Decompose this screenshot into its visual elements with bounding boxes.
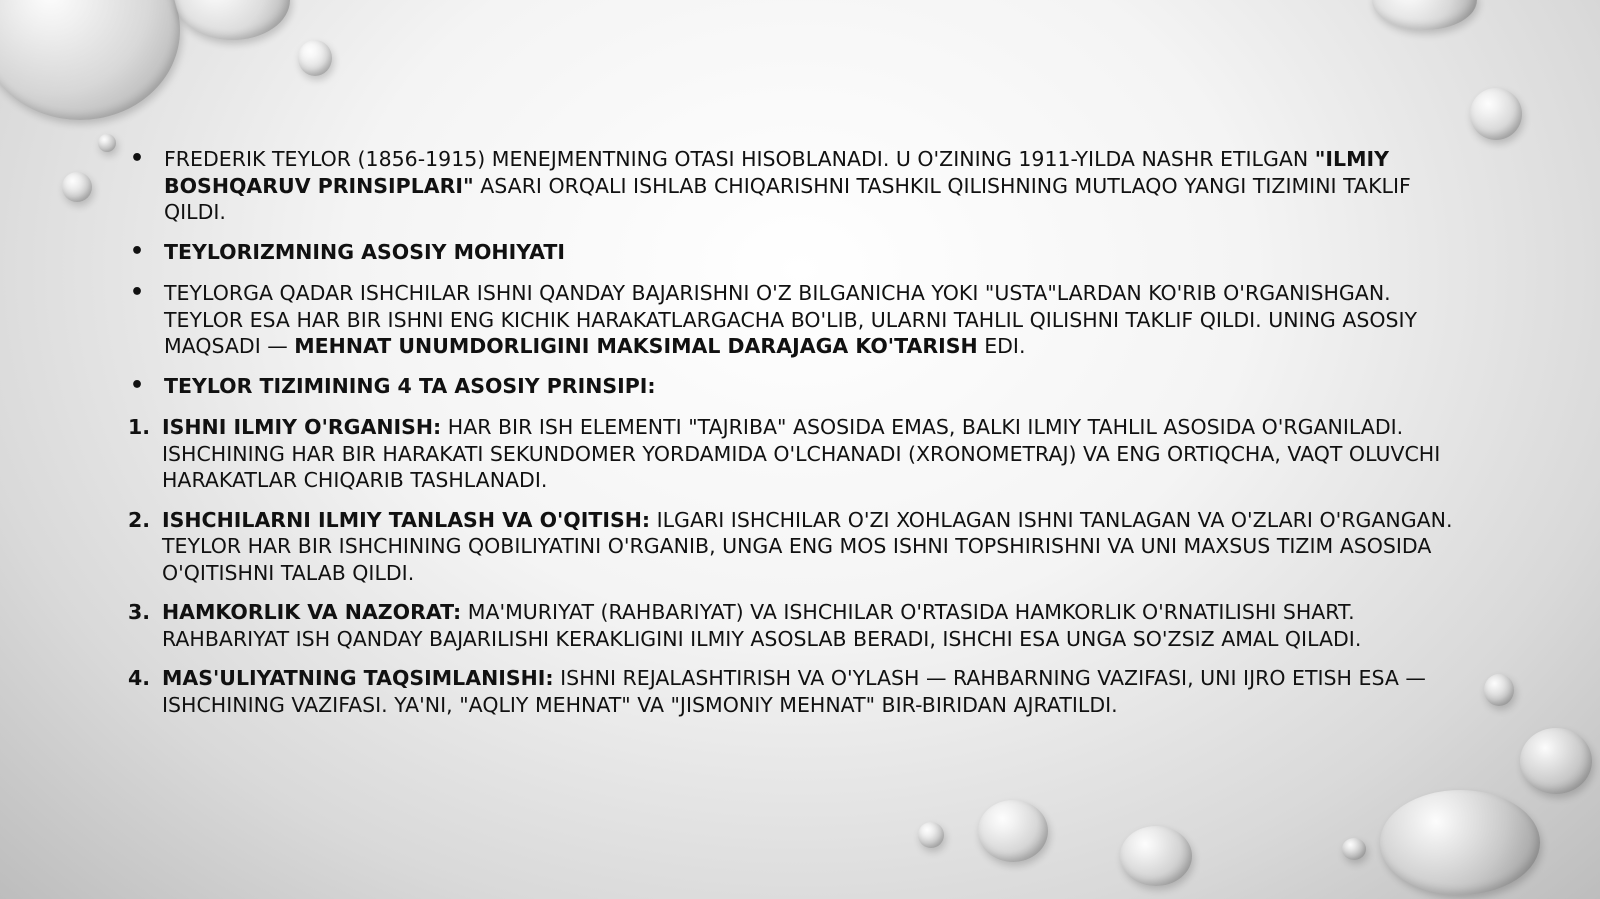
- numbered-item: [128, 507, 1463, 587]
- water-drop-decoration: [1484, 674, 1514, 706]
- item-bold-text: MEHNAT UNUMDORLIGINI MAKSIMAL DARAJAGA KO'TARISH: [294, 334, 978, 358]
- list-item: [128, 239, 1463, 268]
- numbered-item: [128, 599, 1463, 652]
- item-heading: TEYLOR TIZIMINING 4 TA ASOSIY PRINSIPI:: [164, 373, 656, 398]
- number-marker: 1.: [128, 415, 151, 439]
- item-heading: HAMKORLIK VA NAZORAT:: [162, 600, 462, 624]
- number-marker: 2.: [128, 507, 151, 532]
- water-drop-decoration: [1372, 0, 1477, 30]
- item-text: MA'MURIYAT (RAHBARIYAT) VA ISHCHILAR O'RTASIDA HAMKORLIK O'RNATILISHI SHART. RAHBARIYAT ISH QANDAY BAJARILISHI KERAKLIGINI ILMIY ASOSLAB BERADI, ISHCHI ESA UNGA SO'ZSIZ AMAL QILADI.: [162, 600, 1362, 651]
- item-text-tail: ASARI ORQALI ISHLAB CHIQARISHNI TASHKIL QILISHNING MUTLAQO YANGI TIZIMINI TAKLIF QILDI.: [164, 173, 1411, 224]
- list-item-text: [162, 599, 1463, 652]
- water-drop-decoration: [1470, 88, 1522, 140]
- list-item-text: [162, 665, 1463, 718]
- bullet-list: [128, 146, 1463, 731]
- list-item-text: [162, 507, 1463, 587]
- water-drop-decoration: [298, 40, 332, 76]
- item-heading: MAS'ULIYATNING TAQSIMLANISHI:: [162, 666, 554, 690]
- water-drop-decoration: [978, 800, 1048, 862]
- item-text: ISHNI REJALASHTIRISH VA O'YLASH — RAHBARNING VAZIFASI, UNI IJRO ETISH ESA — ISHCHINING VAZIFASI. YA'NI, "AQLIY MEHNAT" VA "JISMONIY MEHNAT" BIR-BIRIDAN AJRATILDI.: [162, 666, 1426, 717]
- item-heading: ISHNI ILMIY O'RGANISH:: [162, 415, 442, 439]
- list-item: [128, 280, 1463, 360]
- list-item-text: [164, 280, 1463, 360]
- water-drop-decoration: [918, 822, 944, 848]
- item-heading: TEYLORIZMNING ASOSIY MOHIYATI: [164, 239, 565, 264]
- item-heading: ISHCHILARNI ILMIY TANLASH VA O'QITISH:: [162, 507, 651, 532]
- list-item-text: [164, 373, 1463, 402]
- water-drop-decoration: [1520, 728, 1592, 794]
- item-text: ILGARI ISHCHILAR O'ZI XOHLAGAN ISHNI TANLAGAN VA O'ZLARI O'RGANGAN. TEYLOR HAR BIR ISHCHINING QOBILIYATINI O'RGANIB, UNGA ENG MOS ISHNI TOPSHIRISHNI VA UNI MAXSUS TIZIM ASOSIDA O'QITISHNI TALAB QILDI.: [162, 507, 1453, 585]
- water-drop-decoration: [62, 172, 92, 202]
- numbered-item: [128, 414, 1463, 494]
- water-drop-decoration: [1380, 790, 1540, 895]
- water-drop-decoration: [98, 134, 116, 152]
- water-drop-decoration: [175, 0, 290, 40]
- item-bold-text: "ILMIY BOSHQARUV PRINSIPLARI": [164, 147, 1389, 198]
- water-drop-decoration: [0, 0, 180, 120]
- bullet-marker: [128, 146, 164, 226]
- list-item: [128, 146, 1463, 226]
- item-text: FREDERIK TEYLOR (1856-1915) MENEJMENTNING OTASI HISOBLANADI. U O'ZINING 1911-YILDA NASHR ETILGAN: [164, 147, 1315, 171]
- bullet-marker: [128, 373, 164, 402]
- list-item-text: [164, 239, 1463, 268]
- numbered-item: [128, 665, 1463, 718]
- item-text-tail: EDI.: [977, 334, 1026, 358]
- list-item: [128, 373, 1463, 402]
- number-marker: 3.: [128, 600, 151, 624]
- water-drop-decoration: [1120, 826, 1192, 886]
- number-marker: 4.: [128, 666, 151, 690]
- list-item-text: [164, 146, 1463, 226]
- item-text: HAR BIR ISH ELEMENTI "TAJRIBA" ASOSIDA EMAS, BALKI ILMIY TAHLIL ASOSIDA O'RGANILADI. ISHCHINING HAR BIR HARAKATI SEKUNDOMER YORDAMIDA O'LCHANADI (XRONOMETRAJ) VA ENG ORTIQCHA, VAQT OLUVCHI HARAKATLAR CHIQARIB TASHLANADI.: [162, 415, 1441, 492]
- list-item-text: [162, 414, 1463, 494]
- item-text: TEYLORGA QADAR ISHCHILAR ISHNI QANDAY BAJARISHNI O'Z BILGANICHA YOKI "USTA"LARDAN KO'RIB O'RGANISHGAN. TEYLOR ESA HAR BIR ISHNI ENG KICHIK HARAKATLARGACHA BO'LIB, ULARNI TAHLIL QILISHNI TAKLIF QILDI. UNING ASOSIY MAQSADI —: [164, 281, 1418, 358]
- bullet-marker: [128, 280, 164, 360]
- water-drop-decoration: [1342, 838, 1366, 860]
- bullet-marker: [128, 239, 164, 268]
